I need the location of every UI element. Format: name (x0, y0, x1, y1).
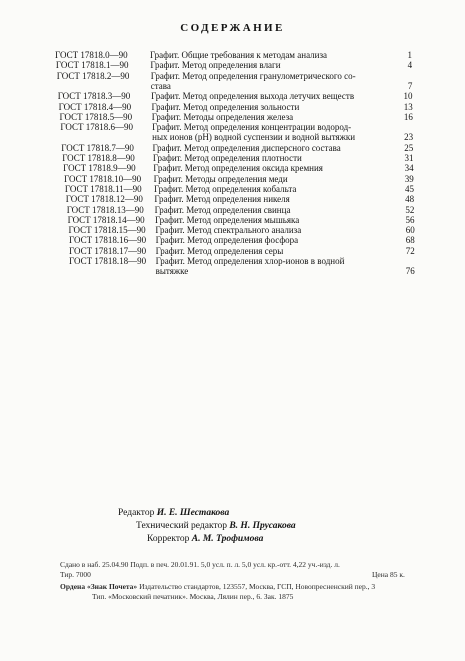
toc-entry-code: ГОСТ 17818.7—90 (61, 142, 134, 153)
toc-entry-title: Графит. Методы определения меди (153, 173, 288, 184)
toc-entry-code: ГОСТ 17818.2—90 (56, 70, 130, 81)
imprint-print-run: Тир. 7000 (60, 570, 91, 579)
tech-editor-line (136, 521, 296, 531)
toc-entry-page: 10 (403, 91, 413, 102)
toc-entry-title: Графит. Метод определения зольности (151, 101, 300, 112)
toc-entry-page: 56 (405, 214, 415, 225)
toc-entry-title: Графит. Метод определения влаги (150, 60, 281, 71)
toc-entry-page: 13 (403, 101, 413, 112)
toc-entry-page: 7 (407, 80, 413, 91)
toc-entry-code: ГОСТ 17818.6—90 (60, 122, 133, 133)
toc-entry-title-continued: вытяжке (155, 266, 189, 277)
toc-entry-page: 52 (405, 204, 415, 215)
toc-entry-page: 34 (404, 163, 414, 174)
toc-entry-page: 1 (407, 50, 412, 60)
toc-entry-page: 31 (404, 153, 414, 163)
toc-entry-title: Графит. Метод определения серы (155, 245, 284, 256)
toc-entry-title: Графит. Метод спектрального анализа (155, 225, 302, 236)
tech-editor-name: В. Н. Прусакова (229, 521, 296, 531)
toc-entry-code: ГОСТ 17818.17—90 (69, 245, 147, 256)
imprint-line-3 (60, 582, 375, 591)
editor-line (118, 508, 229, 518)
toc-entry-code: ГОСТ 17818.9—90 (63, 163, 136, 174)
toc-entry-title-continued: става (150, 80, 171, 91)
toc-entry-code: ГОСТ 17818.16—90 (69, 235, 147, 246)
imprint-publisher: Издательство стандартов, 123557, Москва, ГСП, Новопресненский пер., 3 (139, 582, 376, 591)
toc-entry-title: Графит. Метод определения кобальта (153, 183, 297, 194)
toc-entry-title: Графит. Метод определения никеля (154, 194, 290, 205)
toc-entry-title: Графит. Метод определения дисперсного состава (152, 142, 341, 153)
toc-entry-code: ГОСТ 17818.1—90 (55, 60, 129, 71)
toc-entry-page: 25 (404, 142, 414, 153)
toc-entry-code: ГОСТ 17818.0—90 (55, 50, 128, 60)
toc-entry-page: 45 (404, 183, 414, 194)
imprint-order-name: Ордена «Знак Почета» (60, 582, 138, 591)
toc-entry-code: ГОСТ 17818.8—90 (62, 153, 135, 163)
toc-entry-title: Графит. Метод определения концентрации водород- (152, 122, 352, 133)
toc-entry-title: Графит. Метод определения мышьяка (155, 214, 300, 225)
toc-entry-page: 76 (405, 266, 415, 277)
editor-label: Редактор (118, 508, 155, 518)
toc-entry-title: Графит. Метод определения свинца (154, 204, 291, 215)
toc-entry-code: ГОСТ 17818.3—90 (57, 91, 131, 102)
toc-entry-page: 60 (405, 225, 415, 236)
toc-entry-title: Графит. Метод определения фосфора (155, 235, 299, 246)
contents-heading: СОДЕРЖАНИЕ (180, 22, 285, 34)
toc-entry-page: 48 (405, 194, 415, 205)
editor-name: И. Е. Шестакова (156, 508, 230, 518)
toc-entry-title: Графит. Общие требования к методам анализа (150, 50, 327, 60)
toc-entry-code: ГОСТ 17818.10—90 (64, 173, 142, 184)
toc-entry-page: 16 (403, 111, 413, 122)
toc-entry-page: 23 (404, 132, 414, 143)
toc-entry-page: 68 (405, 235, 415, 246)
imprint-line-4: Тип. «Московский печатник». Москва, Лялин пер., 6. Зак. 1875 (92, 592, 294, 601)
corrector-label: Корректор (147, 534, 190, 544)
toc-entry-page: 39 (404, 173, 414, 184)
corrector-name: А. М. Трофимова (191, 534, 264, 544)
toc-entry-page: 72 (405, 245, 415, 256)
corrector-line (147, 534, 263, 544)
toc-entry-code: ГОСТ 17818.11—90 (64, 183, 142, 194)
toc-entry-title-continued: ных ионов (рН) водной суспензии и водной вытяжки (152, 132, 356, 143)
toc-entry-code: ГОСТ 17818.5—90 (59, 111, 133, 122)
imprint-line-1: Сдано в наб. 25.04.90 Подп. в печ. 20.01.91. 5,0 усл. п. л. 5,0 усл. кр.-отт. 4,22 уч.-изд. л. (60, 560, 340, 569)
tech-editor-label: Технический редактор (136, 521, 227, 531)
toc-entry-title: Графит. Метод определения выхода летучих веществ (151, 91, 355, 102)
toc-entry-code: ГОСТ 17818.18—90 (69, 256, 147, 266)
toc-entry-page: 4 (407, 60, 413, 71)
toc-entry-title: Графит. Метод определения плотности (152, 153, 302, 163)
imprint-price: Цена 85 к. (372, 570, 405, 579)
toc-entry-title: Графит. Методы определения железа (151, 111, 294, 122)
toc-entry-code: ГОСТ 17818.15—90 (68, 225, 146, 236)
toc-entry-title: Графит. Метод определения гранулометрического со- (150, 70, 356, 81)
toc-entry-code: ГОСТ 17818.4—90 (58, 101, 132, 112)
toc-entry-code: ГОСТ 17818.13—90 (66, 204, 144, 215)
toc-entry-title: Графит. Метод определения хлор-ионов в водной (155, 256, 345, 266)
toc-entry-title: Графит. Метод определения оксида кремния (153, 163, 323, 174)
toc-entry-code: ГОСТ 17818.12—90 (65, 194, 143, 205)
toc-entry-code: ГОСТ 17818.14—90 (67, 214, 145, 225)
